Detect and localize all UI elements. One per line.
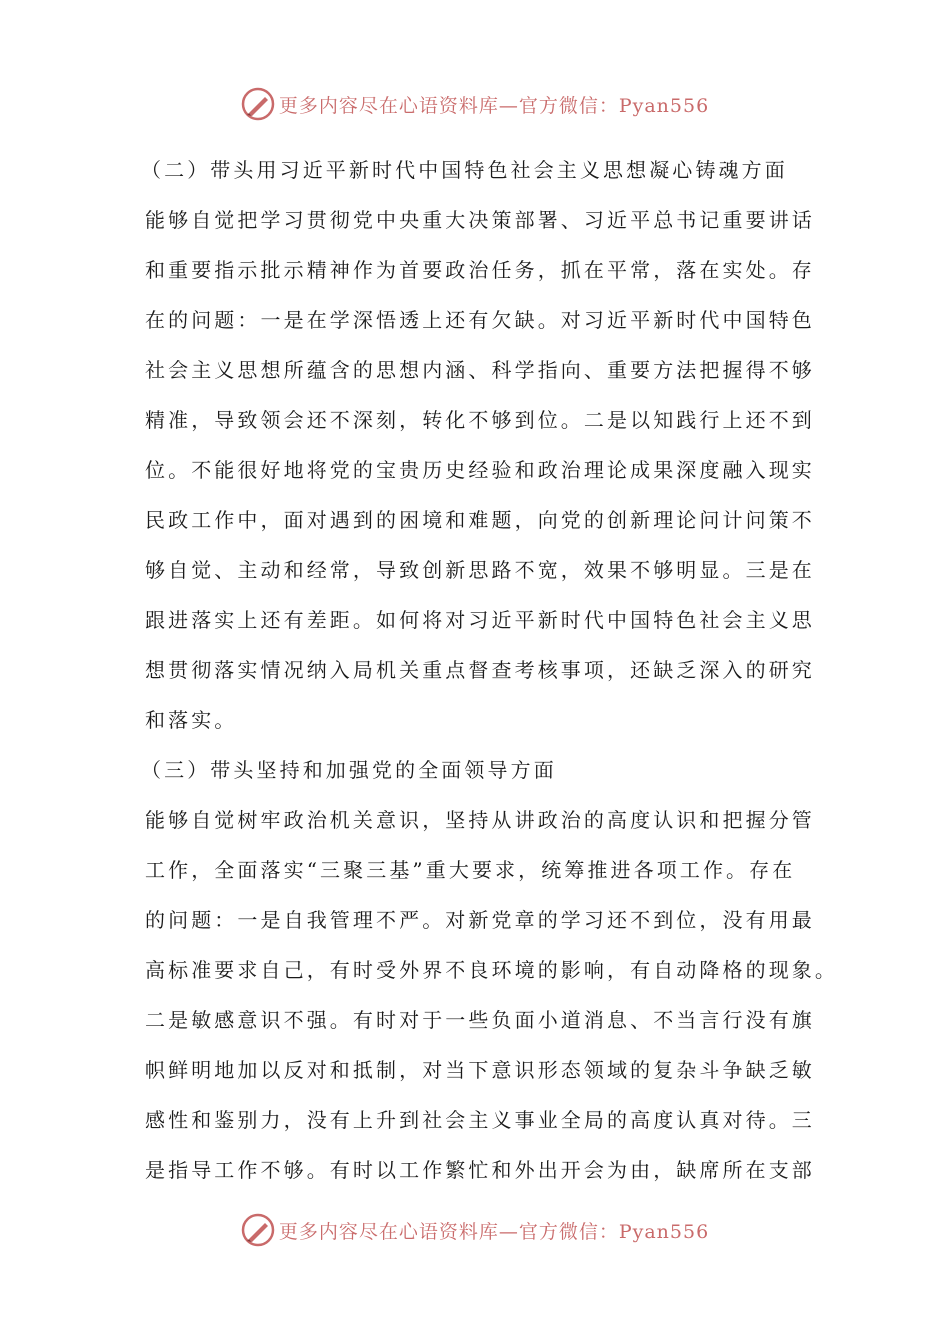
paragraph-line: 民政工作中，面对遇到的困境和难题，向党的创新理论问计问策不 (145, 508, 815, 532)
pen-logo-icon (241, 1213, 275, 1247)
paragraph-line: 感性和鉴别力，没有上升到社会主义事业全局的高度认真对待。三 (145, 1108, 815, 1132)
paragraph-line: 能够自觉树牢政治机关意识，坚持从讲政治的高度认识和把握分管 (145, 808, 815, 832)
paragraph-line: 和落实。 (145, 708, 238, 732)
paragraph-line: 帜鲜明地加以反对和抵制，对当下意识形态领域的复杂斗争缺乏敏 (145, 1058, 815, 1082)
section-heading: （三）带头坚持和加强党的全面领导方面 (141, 758, 557, 782)
document-body (141, 150, 838, 1200)
paragraph-line: 社会主义思想所蕴含的思想内涵、科学指向、重要方法把握得不够 (145, 358, 815, 382)
paragraph-line: 是指导工作不够。有时以工作繁忙和外出开会为由，缺席所在支部 (145, 1158, 815, 1182)
section-heading: （二）带头用习近平新时代中国特色社会主义思想凝心铸魂方面 (141, 158, 788, 182)
watermark-text: 更多内容尽在心语资料库—官方微信：Pyan556 (278, 94, 710, 117)
paragraph-line: 工作，全面落实“三聚三基”重大要求，统筹推进各项工作。存在 (145, 858, 796, 882)
paragraph-line: 的问题：一是自我管理不严。对新党章的学习还不到位，没有用最 (145, 908, 815, 932)
watermark-banner-top (0, 84, 950, 124)
paragraph-line: 够自觉、主动和经常，导致创新思路不宽，效果不够明显。三是在 (145, 558, 815, 582)
paragraph-line: 能够自觉把学习贯彻党中央重大决策部署、习近平总书记重要讲话 (145, 208, 815, 232)
pen-logo-icon (241, 87, 275, 121)
paragraph-line: 精准，导致领会还不深刻，转化不够到位。二是以知践行上还不到 (145, 408, 815, 432)
paragraph-line: 高标准要求自己，有时受外界不良环境的影响，有自动降格的现象。 (145, 958, 838, 982)
paragraph-line: 在的问题：一是在学深悟透上还有欠缺。对习近平新时代中国特色 (145, 308, 815, 332)
watermark-banner-bottom (0, 1210, 950, 1250)
paragraph-line: 跟进落实上还有差距。如何将对习近平新时代中国特色社会主义思 (145, 608, 815, 632)
paragraph-line: 二是敏感意识不强。有时对于一些负面小道消息、不当言行没有旗 (145, 1008, 815, 1032)
paragraph-line: 想贯彻落实情况纳入局机关重点督查考核事项，还缺乏深入的研究 (145, 658, 815, 682)
paragraph-line: 位。不能很好地将党的宝贵历史经验和政治理论成果深度融入现实 (145, 458, 815, 482)
watermark-text: 更多内容尽在心语资料库—官方微信：Pyan556 (278, 1220, 710, 1243)
paragraph-line: 和重要指示批示精神作为首要政治任务，抓在平常，落在实处。存 (145, 258, 815, 282)
